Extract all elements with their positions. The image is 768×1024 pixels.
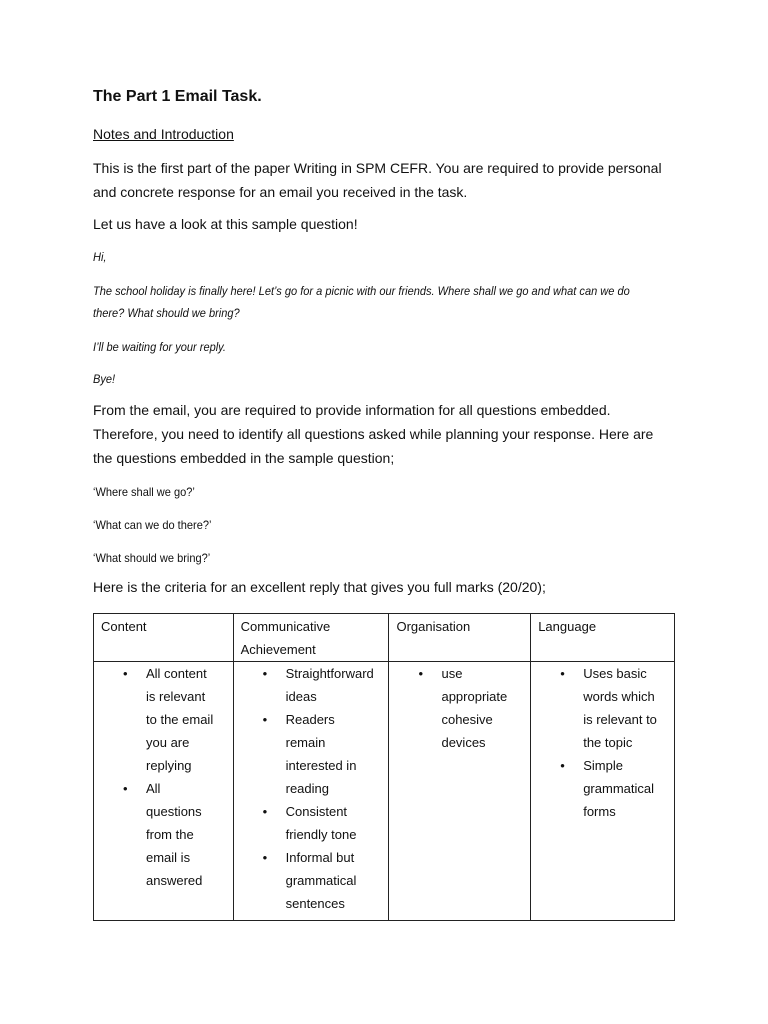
header-communicative-line-2: Achievement [240,642,316,657]
lang-b1-line-3: is relevant to [583,712,657,727]
intro-line-2: and concrete response for an email you received in the task. [93,184,468,200]
email-waiting: I’ll be waiting for your reply. [93,340,226,354]
org-b1-line-3: cohesive [441,712,493,727]
header-content: Content [94,614,234,662]
comm-b2-line-2: remain [285,735,326,750]
comm-b4-line-2: grammatical [285,873,357,888]
lang-b1-line-2: words which [583,689,655,704]
organisation-bullet-1 [396,662,524,754]
comm-b3-line-2: friendly tone [285,827,357,842]
content-bullet-2 [101,777,227,892]
content-bullet-1 [101,662,227,777]
comm-b2-line-3: interested in [285,758,357,773]
comm-b3-line-1: • Consistent [285,804,348,819]
document-page [93,86,678,599]
comm-b4-line-3: sentences [285,896,345,911]
content-b1-line-1: • All content [146,666,207,681]
content-b2-line-5: answered [146,873,203,888]
intro-line-1: This is the first part of the paper Writing in SPM CEFR. You are required to provide personal [93,160,662,176]
explain-line-2: Therefore, you need to identify all questions asked while planning your response. Here are [93,426,654,442]
comm-b1-line-2: ideas [285,689,317,704]
language-bullet-1 [538,662,668,754]
organisation-bullets [396,662,524,754]
cell-content [94,662,234,921]
cell-communicative-achievement [233,662,389,921]
communicative-bullet-1 [241,662,383,708]
content-b2-line-1: • All [146,781,161,796]
communicative-bullets [241,662,383,915]
question-1: ‘Where shall we go?’ [93,485,195,499]
content-b1-line-2: is relevant [146,689,206,704]
content-b1-line-3: to the email [146,712,214,727]
question-2: ‘What can we do there?’ [93,518,212,532]
cell-organisation [389,662,531,921]
lang-b1-line-4: the topic [583,735,633,750]
org-b1-line-2: appropriate [441,689,508,704]
content-b2-line-2: questions [146,804,202,819]
explain-line-1: From the email, you are required to provide information for all questions embedded. [93,402,611,418]
communicative-bullet-2 [241,708,383,800]
header-communicative-achievement [233,614,389,662]
comm-b2-line-1: • Readers [285,712,335,727]
header-communicative-line-1: Communicative [240,619,331,634]
email-body-line-2: there? What should we bring? [93,306,240,320]
sample-lead: Let us have a look at this sample question! [93,216,358,232]
content-b2-line-3: from the [146,827,194,842]
content-b1-line-5: replying [146,758,192,773]
question-3: ‘What should we bring?’ [93,551,211,565]
criteria-intro: Here is the criteria for an excellent reply that gives you full marks (20/20); [93,579,546,595]
communicative-bullet-3 [241,800,383,846]
content-b2-line-4: email is [146,850,191,865]
criteria-row [94,662,675,921]
comm-b1-line-1: • Straightforward [285,666,374,681]
lang-b2-line-1: • Simple [583,758,623,773]
lang-b2-line-2: grammatical [583,781,654,796]
content-bullets [101,662,227,892]
lang-b1-line-1: • Uses basic [583,666,647,681]
language-bullets [538,662,668,823]
document-title: The Part 1 Email Task. [93,88,262,105]
notes-subheading: Notes and Introduction [93,126,234,142]
header-language: Language [531,614,675,662]
lang-b2-line-3: forms [583,804,616,819]
criteria-table [93,613,675,921]
org-b1-line-4: devices [441,735,486,750]
communicative-bullet-4 [241,846,383,915]
header-organisation: Organisation [389,614,531,662]
language-bullet-2 [538,754,668,823]
email-signoff: Bye! [93,372,116,386]
cell-language [531,662,675,921]
criteria-header-row [94,614,675,662]
comm-b4-line-1: • Informal but [285,850,355,865]
content-b1-line-4: you are [146,735,190,750]
org-b1-line-1: • use [441,666,463,681]
email-body-line-1: The school holiday is finally here! Let’s go for a picnic with our friends. Where shall we go and what can we do [93,284,630,298]
comm-b2-line-4: reading [285,781,329,796]
email-greeting: Hi, [93,250,107,264]
explain-line-3: the questions embedded in the sample question; [93,450,395,466]
